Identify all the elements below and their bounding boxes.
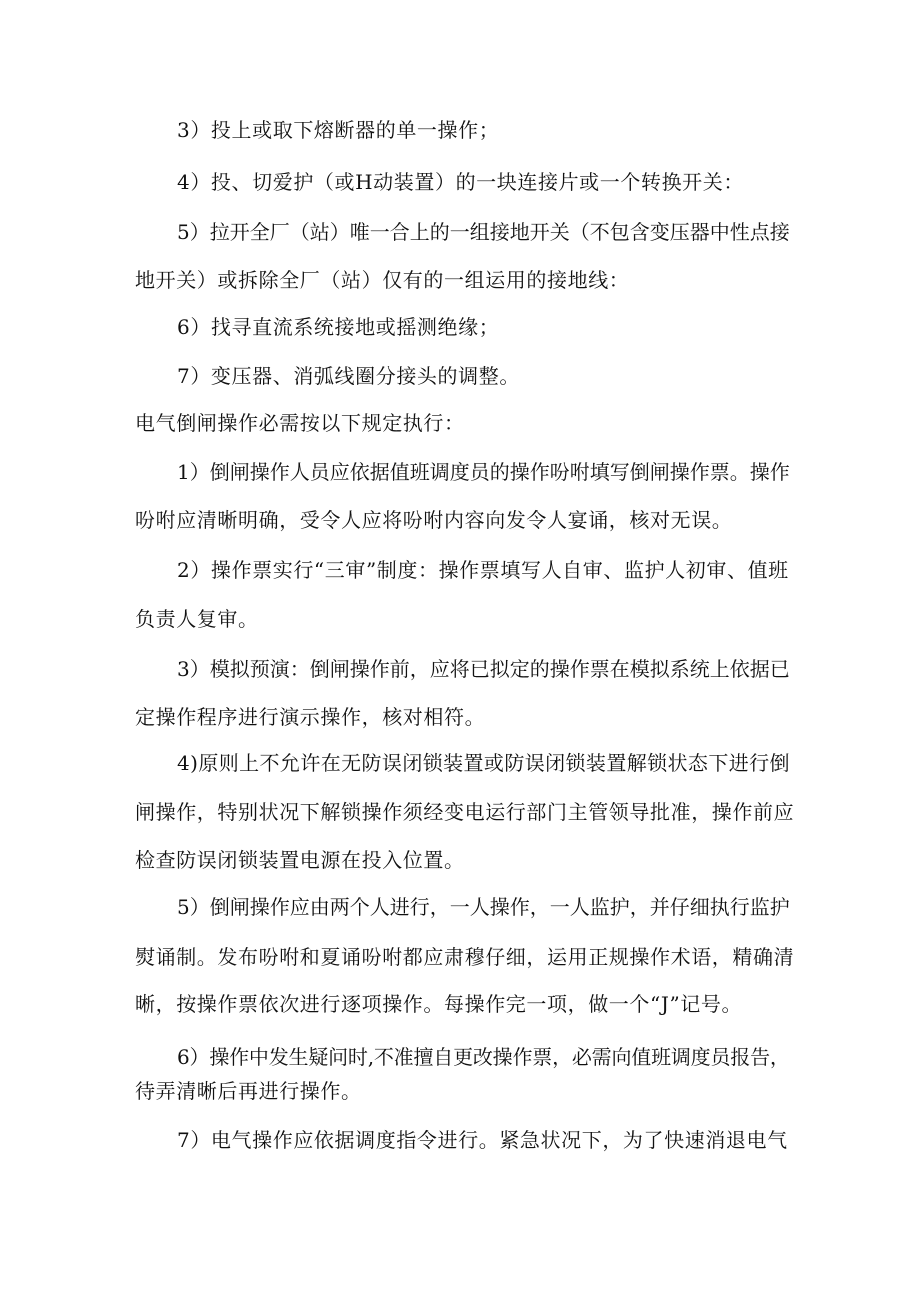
text-line: 4)原则上不允许在无防误闭锁装置或防误闭锁装置解锁状态下进行倒 — [177, 751, 790, 775]
text-line: 6）操作中发生疑问时,不准擅自更改操作票，必需向值班调度员报告， — [177, 1045, 790, 1069]
text-line: 吩咐应清晰明确，受令人应将吩咐内容向发令人宴诵，核对无误。 — [135, 508, 733, 532]
text-line: 1）倒闸操作人员应依据值班调度员的操作吩咐填写倒闸操作票。操作 — [177, 460, 790, 484]
text-line: 7）电气操作应依据调度指令进行。紧急状况下，为了快速消退电气 — [177, 1128, 788, 1152]
text-line: 3）投上或取下熔断器的单一操作； — [177, 118, 500, 142]
text-line: 熨诵制。发布吩咐和夏诵吩咐都应肃穆仔细，运用正规操作术语，精确清 — [135, 945, 795, 969]
text-line: 7）变压器、消弧线圈分接头的调整。 — [177, 364, 520, 388]
text-line: 负责人复审。 — [135, 607, 259, 631]
text-line: 电气倒闸操作必需按以下规定执行： — [135, 411, 465, 435]
text-line: 晰，按操作票依次进行逐项操作。每操作完一项，做一个“J”记号。 — [135, 992, 743, 1016]
text-line: 3）模拟预演：倒闸操作前，应将已拟定的操作票在模拟系统上依据已 — [177, 657, 790, 681]
text-line: 5）倒闸操作应由两个人进行，一人操作，一人监护，并仔细执行监护 — [177, 895, 790, 919]
text-line: 检查防误闭锁装置电源在投入位置。 — [135, 848, 465, 872]
text-line: 定操作程序进行演示操作，核对相符。 — [135, 705, 486, 729]
text-line: 闸操作，特别状况下解锁操作须经变电运行部门主管领导批准，操作前应 — [135, 800, 795, 824]
text-line: 待弄清晰后再进行操作。 — [135, 1079, 362, 1103]
text-line: 6）找寻直流系统接地或摇测绝缘； — [177, 315, 500, 339]
text-line: 5）拉开全厂（站）唯一合上的一组接地开关（不包含变压器中性点接 — [177, 220, 790, 244]
text-line: 2）操作票实行“三审”制度：操作票填写人自审、监护人初审、值班 — [177, 558, 789, 582]
text-line: 4）投、切爱护（或H动装置）的一块连接片或一个转换开关： — [177, 170, 744, 194]
text-line: 地开关）或拆除全厂（站）仅有的一组运用的接地线： — [135, 268, 630, 292]
